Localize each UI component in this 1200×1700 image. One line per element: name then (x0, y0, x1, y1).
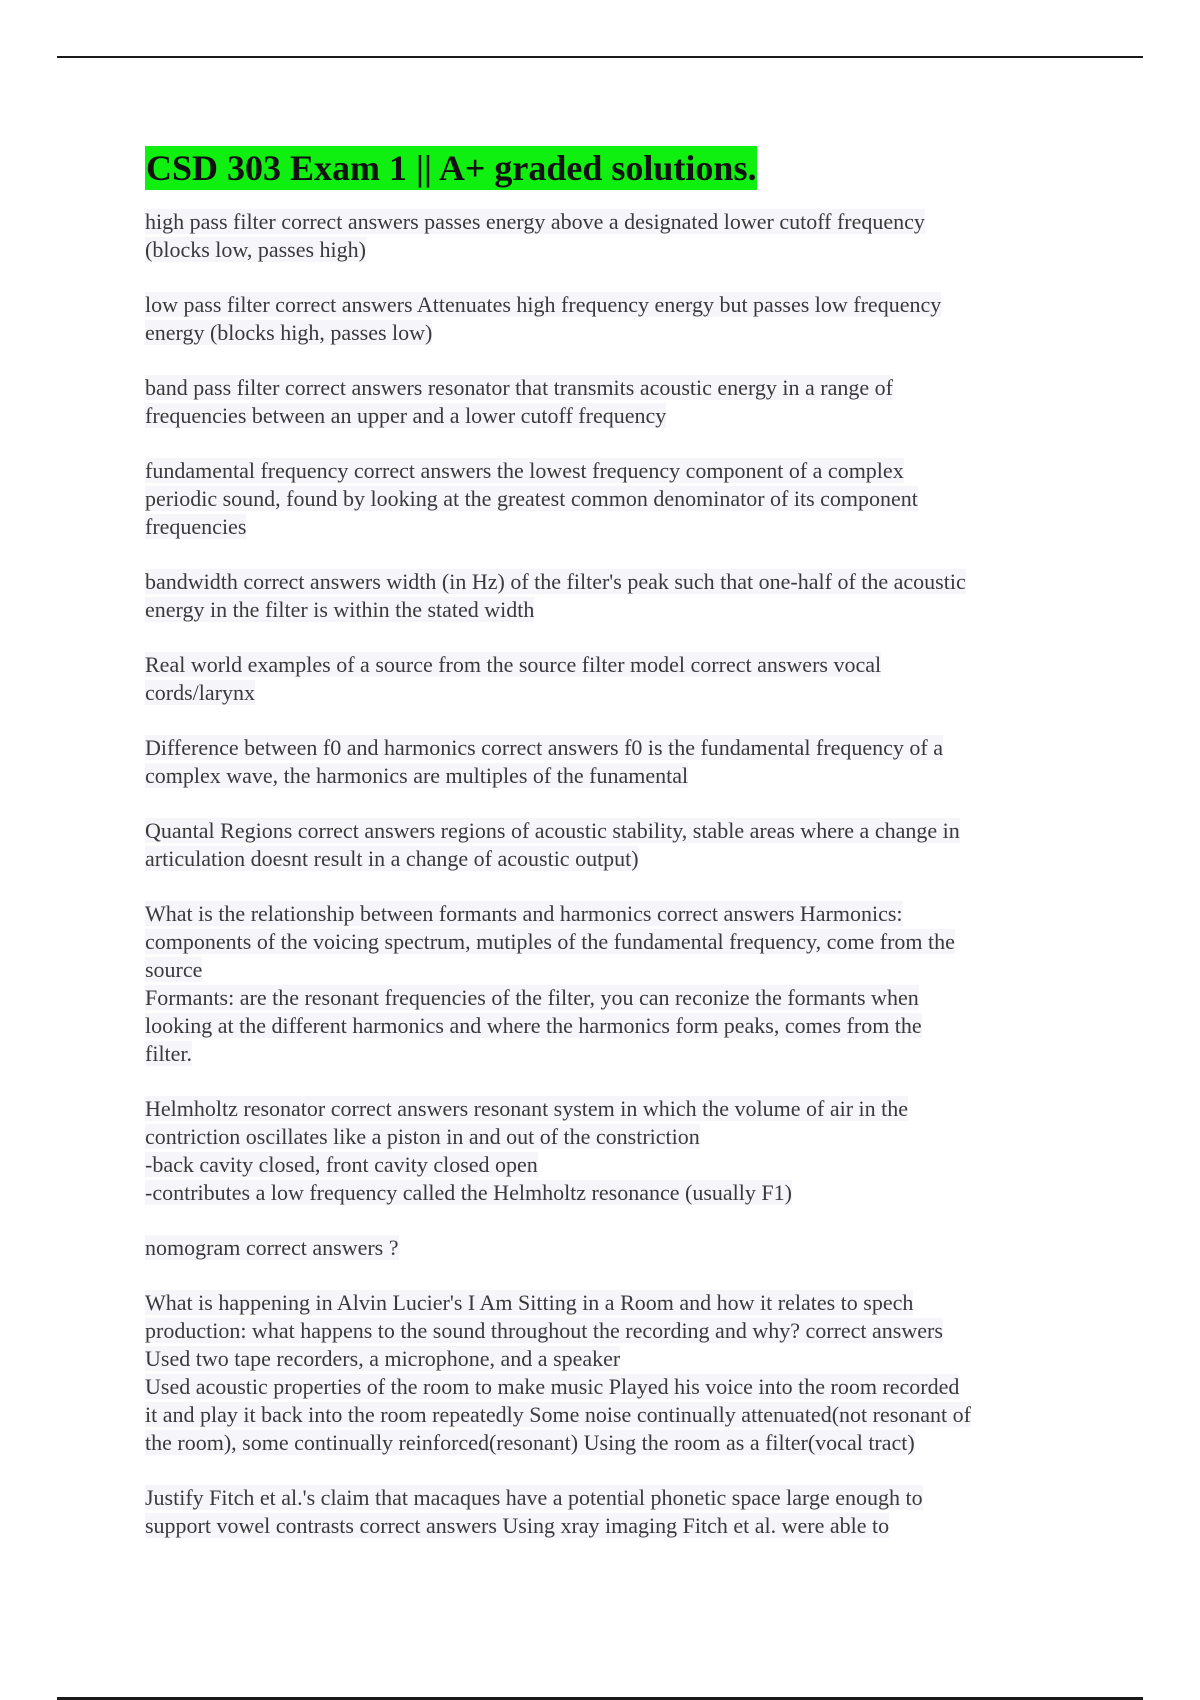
entry-line (145, 485, 1065, 513)
entry-line (145, 1512, 1065, 1540)
entry-line-text: Real world examples of a source from the source filter model correct answers vocal (145, 652, 882, 677)
entry-line-text: frequencies between an upper and a lower cutoff frequency (145, 403, 667, 428)
entry-line-text: the room), some continually reinforced(resonant) Using the room as a filter(vocal tract) (145, 1430, 915, 1455)
entry-line (145, 457, 1065, 485)
entry-line-text: production: what happens to the sound throughout the recording and why? correct answers (145, 1318, 943, 1343)
entry-line-text: Formants: are the resonant frequencies of the filter, you can reconize the formants when (145, 985, 919, 1010)
entry-line-text: Helmholtz resonator correct answers resonant system in which the volume of air in the (145, 1096, 909, 1121)
entry-line-text: source (145, 957, 203, 982)
entry-line (145, 1317, 1065, 1345)
entry-line (145, 291, 1065, 319)
qa-entry (145, 568, 1065, 624)
entry-line-text: What is happening in Alvin Lucier's I Am Sitting in a Room and how it relates to spech (145, 1290, 914, 1315)
entry-list (145, 208, 1065, 1540)
entry-line (145, 651, 1065, 679)
entry-line-text: Used two tape recorders, a microphone, and a speaker (145, 1346, 621, 1371)
document-body (145, 146, 1065, 1567)
qa-entry (145, 817, 1065, 873)
qa-entry (145, 291, 1065, 347)
entry-line (145, 1123, 1065, 1151)
entry-line (145, 208, 1065, 236)
entry-line (145, 1484, 1065, 1512)
entry-line-text: periodic sound, found by looking at the greatest common denominator of its component (145, 486, 918, 511)
entry-line-text: fundamental frequency correct answers the lowest frequency component of a complex (145, 458, 904, 483)
entry-line (145, 319, 1065, 347)
entry-line (145, 1289, 1065, 1317)
entry-line-text: components of the voicing spectrum, mutiples of the fundamental frequency, come from the (145, 929, 955, 954)
entry-line (145, 956, 1065, 984)
entry-line-text: -back cavity closed, front cavity closed open (145, 1152, 538, 1177)
entry-line (145, 845, 1065, 873)
entry-line (145, 402, 1065, 430)
entry-line-text: nomogram correct answers ? (145, 1235, 399, 1260)
qa-entry (145, 1095, 1065, 1207)
entry-line (145, 928, 1065, 956)
entry-line (145, 817, 1065, 845)
entry-line-text: frequencies (145, 514, 247, 539)
top-rule (57, 56, 1143, 58)
qa-entry (145, 1484, 1065, 1540)
entry-line-text: Used acoustic properties of the room to make music Played his voice into the room recorded (145, 1374, 960, 1399)
entry-line-text: cords/larynx (145, 680, 255, 705)
entry-line (145, 374, 1065, 402)
qa-entry (145, 1289, 1065, 1457)
entry-line-text: What is the relationship between formants and harmonics correct answers Harmonics: (145, 901, 903, 926)
entry-line-text: filter. (145, 1041, 193, 1066)
entry-line-text: low pass filter correct answers Attenuates high frequency energy but passes low frequency (145, 292, 942, 317)
entry-line-text: bandwidth correct answers width (in Hz) of the filter's peak such that one-half of the acoustic (145, 569, 966, 594)
entry-line (145, 236, 1065, 264)
qa-entry (145, 900, 1065, 1068)
entry-line (145, 1151, 1065, 1179)
entry-line-text: contriction oscillates like a piston in and out of the constriction (145, 1124, 700, 1149)
qa-entry (145, 734, 1065, 790)
entry-line-text: looking at the different harmonics and where the harmonics form peaks, comes from the (145, 1013, 922, 1038)
entry-line (145, 1345, 1065, 1373)
entry-line-text: Quantal Regions correct answers regions of acoustic stability, stable areas where a change in (145, 818, 960, 843)
entry-line-text: energy (blocks high, passes low) (145, 320, 433, 345)
document-title: CSD 303 Exam 1 || A+ graded solutions. (146, 148, 757, 188)
entry-line (145, 513, 1065, 541)
qa-entry (145, 374, 1065, 430)
entry-line-text: complex wave, the harmonics are multiples of the funamental (145, 763, 689, 788)
entry-line-text: (blocks low, passes high) (145, 237, 366, 262)
qa-entry (145, 1234, 1065, 1262)
entry-line (145, 762, 1065, 790)
entry-line-text: high pass filter correct answers passes energy above a designated lower cutoff frequency (145, 209, 925, 234)
entry-line (145, 679, 1065, 707)
entry-line-text: energy in the filter is within the stated width (145, 597, 535, 622)
entry-line (145, 1040, 1065, 1068)
qa-entry (145, 651, 1065, 707)
entry-line (145, 1401, 1065, 1429)
entry-line (145, 1012, 1065, 1040)
entry-line (145, 1095, 1065, 1123)
entry-line (145, 568, 1065, 596)
entry-line-text: Justify Fitch et al.'s claim that macaques have a potential phonetic space large enough to (145, 1485, 923, 1510)
entry-line (145, 596, 1065, 624)
entry-line-text: band pass filter correct answers resonator that transmits acoustic energy in a range of (145, 375, 893, 400)
qa-entry (145, 208, 1065, 264)
entry-line (145, 1179, 1065, 1207)
entry-line (145, 1234, 1065, 1262)
entry-line-text: support vowel contrasts correct answers Using xray imaging Fitch et al. were able to (145, 1513, 890, 1538)
entry-line (145, 900, 1065, 928)
entry-line-text: articulation doesnt result in a change of acoustic output) (145, 846, 639, 871)
entry-line-text: -contributes a low frequency called the Helmholtz resonance (usually F1) (145, 1180, 792, 1205)
entry-line-text: it and play it back into the room repeatedly Some noise continually attenuated(not resonant of (145, 1402, 971, 1427)
entry-line (145, 1373, 1065, 1401)
entry-line (145, 1429, 1065, 1457)
entry-line (145, 984, 1065, 1012)
entry-line (145, 734, 1065, 762)
entry-line-text: Difference between f0 and harmonics correct answers f0 is the fundamental frequency of a (145, 735, 943, 760)
qa-entry (145, 457, 1065, 541)
